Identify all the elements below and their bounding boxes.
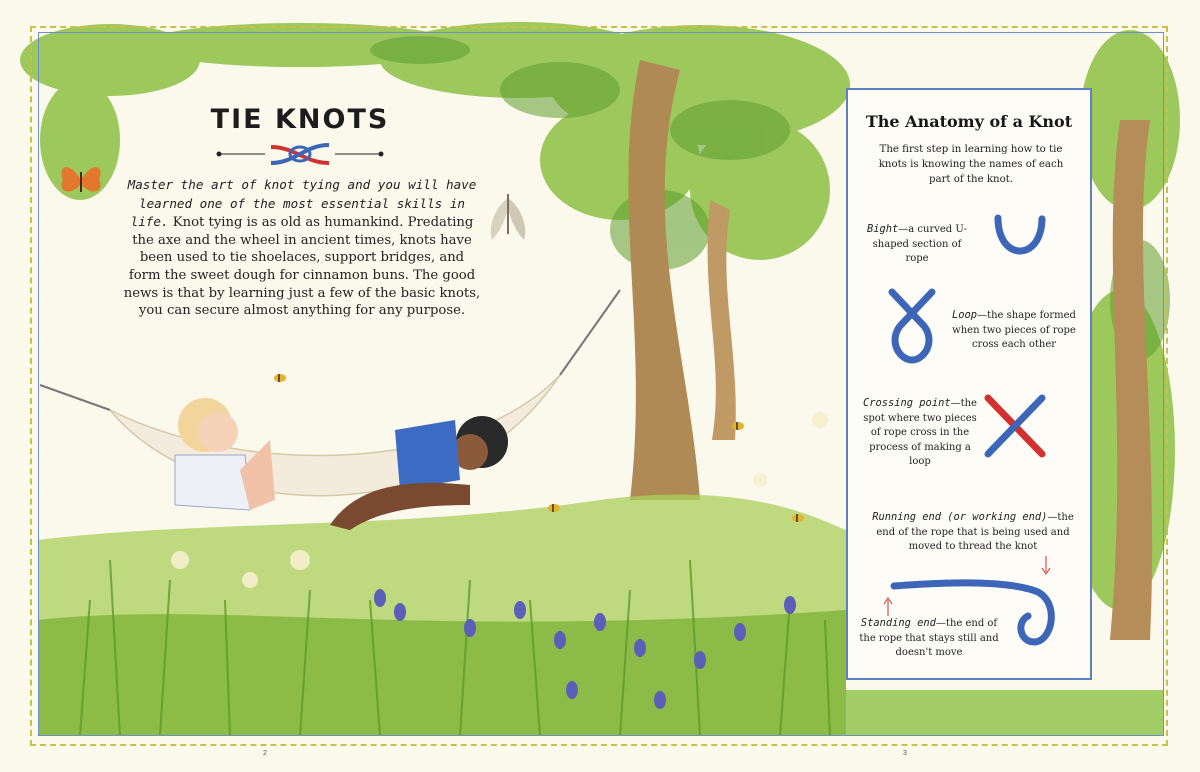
anatomy-panel (846, 88, 1092, 680)
definition-loop (944, 308, 1084, 353)
term-text: —a curved U-shaped section of rope (872, 224, 968, 264)
knot-ornament-icon (205, 139, 395, 169)
term-text: —the spot where two pieces of rope cross in the process of making a loop (863, 398, 977, 467)
term-label: Standing end (860, 617, 936, 629)
panel-intro: The first step in learning how to tie knots is knowing the names of each part of the knot. (878, 144, 1064, 185)
definition-standing-end (854, 616, 1004, 661)
butterfly-icon (55, 158, 107, 204)
page-title: TIE KNOTS (210, 104, 390, 135)
crossing-point-rope-icon (980, 390, 1050, 462)
loop-rope-icon (884, 286, 940, 366)
page-number-left: 2 (263, 750, 267, 757)
intro-paragraph (122, 176, 482, 320)
term-label: Running end (or working end) (872, 511, 1048, 523)
term-label: Loop (952, 309, 978, 321)
title-block (200, 104, 400, 173)
page-number-right: 3 (903, 750, 907, 757)
intro-body: Knot tying is as old as humankind. Predating the axe and the wheel in ancient times, knots have been used to tie shoelaces, support bridges, and form the sweet dough for cinnamon buns. The good news is that by learning just a few of the basic knots, you can secure almost anything for any purpose. (123, 215, 481, 319)
moth-icon (484, 188, 532, 246)
term-text: —the end of the rope that is being used and moved to thread the knot (876, 512, 1074, 552)
term-label: Crossing point (863, 397, 951, 409)
term-label: Bight (866, 223, 899, 235)
bight-rope-icon (990, 210, 1050, 274)
standing-end-arrow-icon (882, 596, 894, 616)
panel-title: The Anatomy of a Knot (865, 112, 1073, 131)
definition-bight (862, 222, 972, 267)
bee-icon (790, 512, 806, 524)
term-text: —the end of the rope that stays still and doesn't move (859, 618, 999, 658)
term-text: —the shape formed when two pieces of rope cross each other (952, 310, 1076, 350)
bee-icon (730, 420, 746, 432)
definition-crossing-point (862, 396, 978, 470)
definition-running-end (862, 510, 1084, 555)
bee-icon (546, 502, 562, 514)
bee-icon (272, 372, 288, 384)
intro-lead: Master the art of knot tying and you will have learned one of the most essential skills in life. (127, 177, 477, 230)
